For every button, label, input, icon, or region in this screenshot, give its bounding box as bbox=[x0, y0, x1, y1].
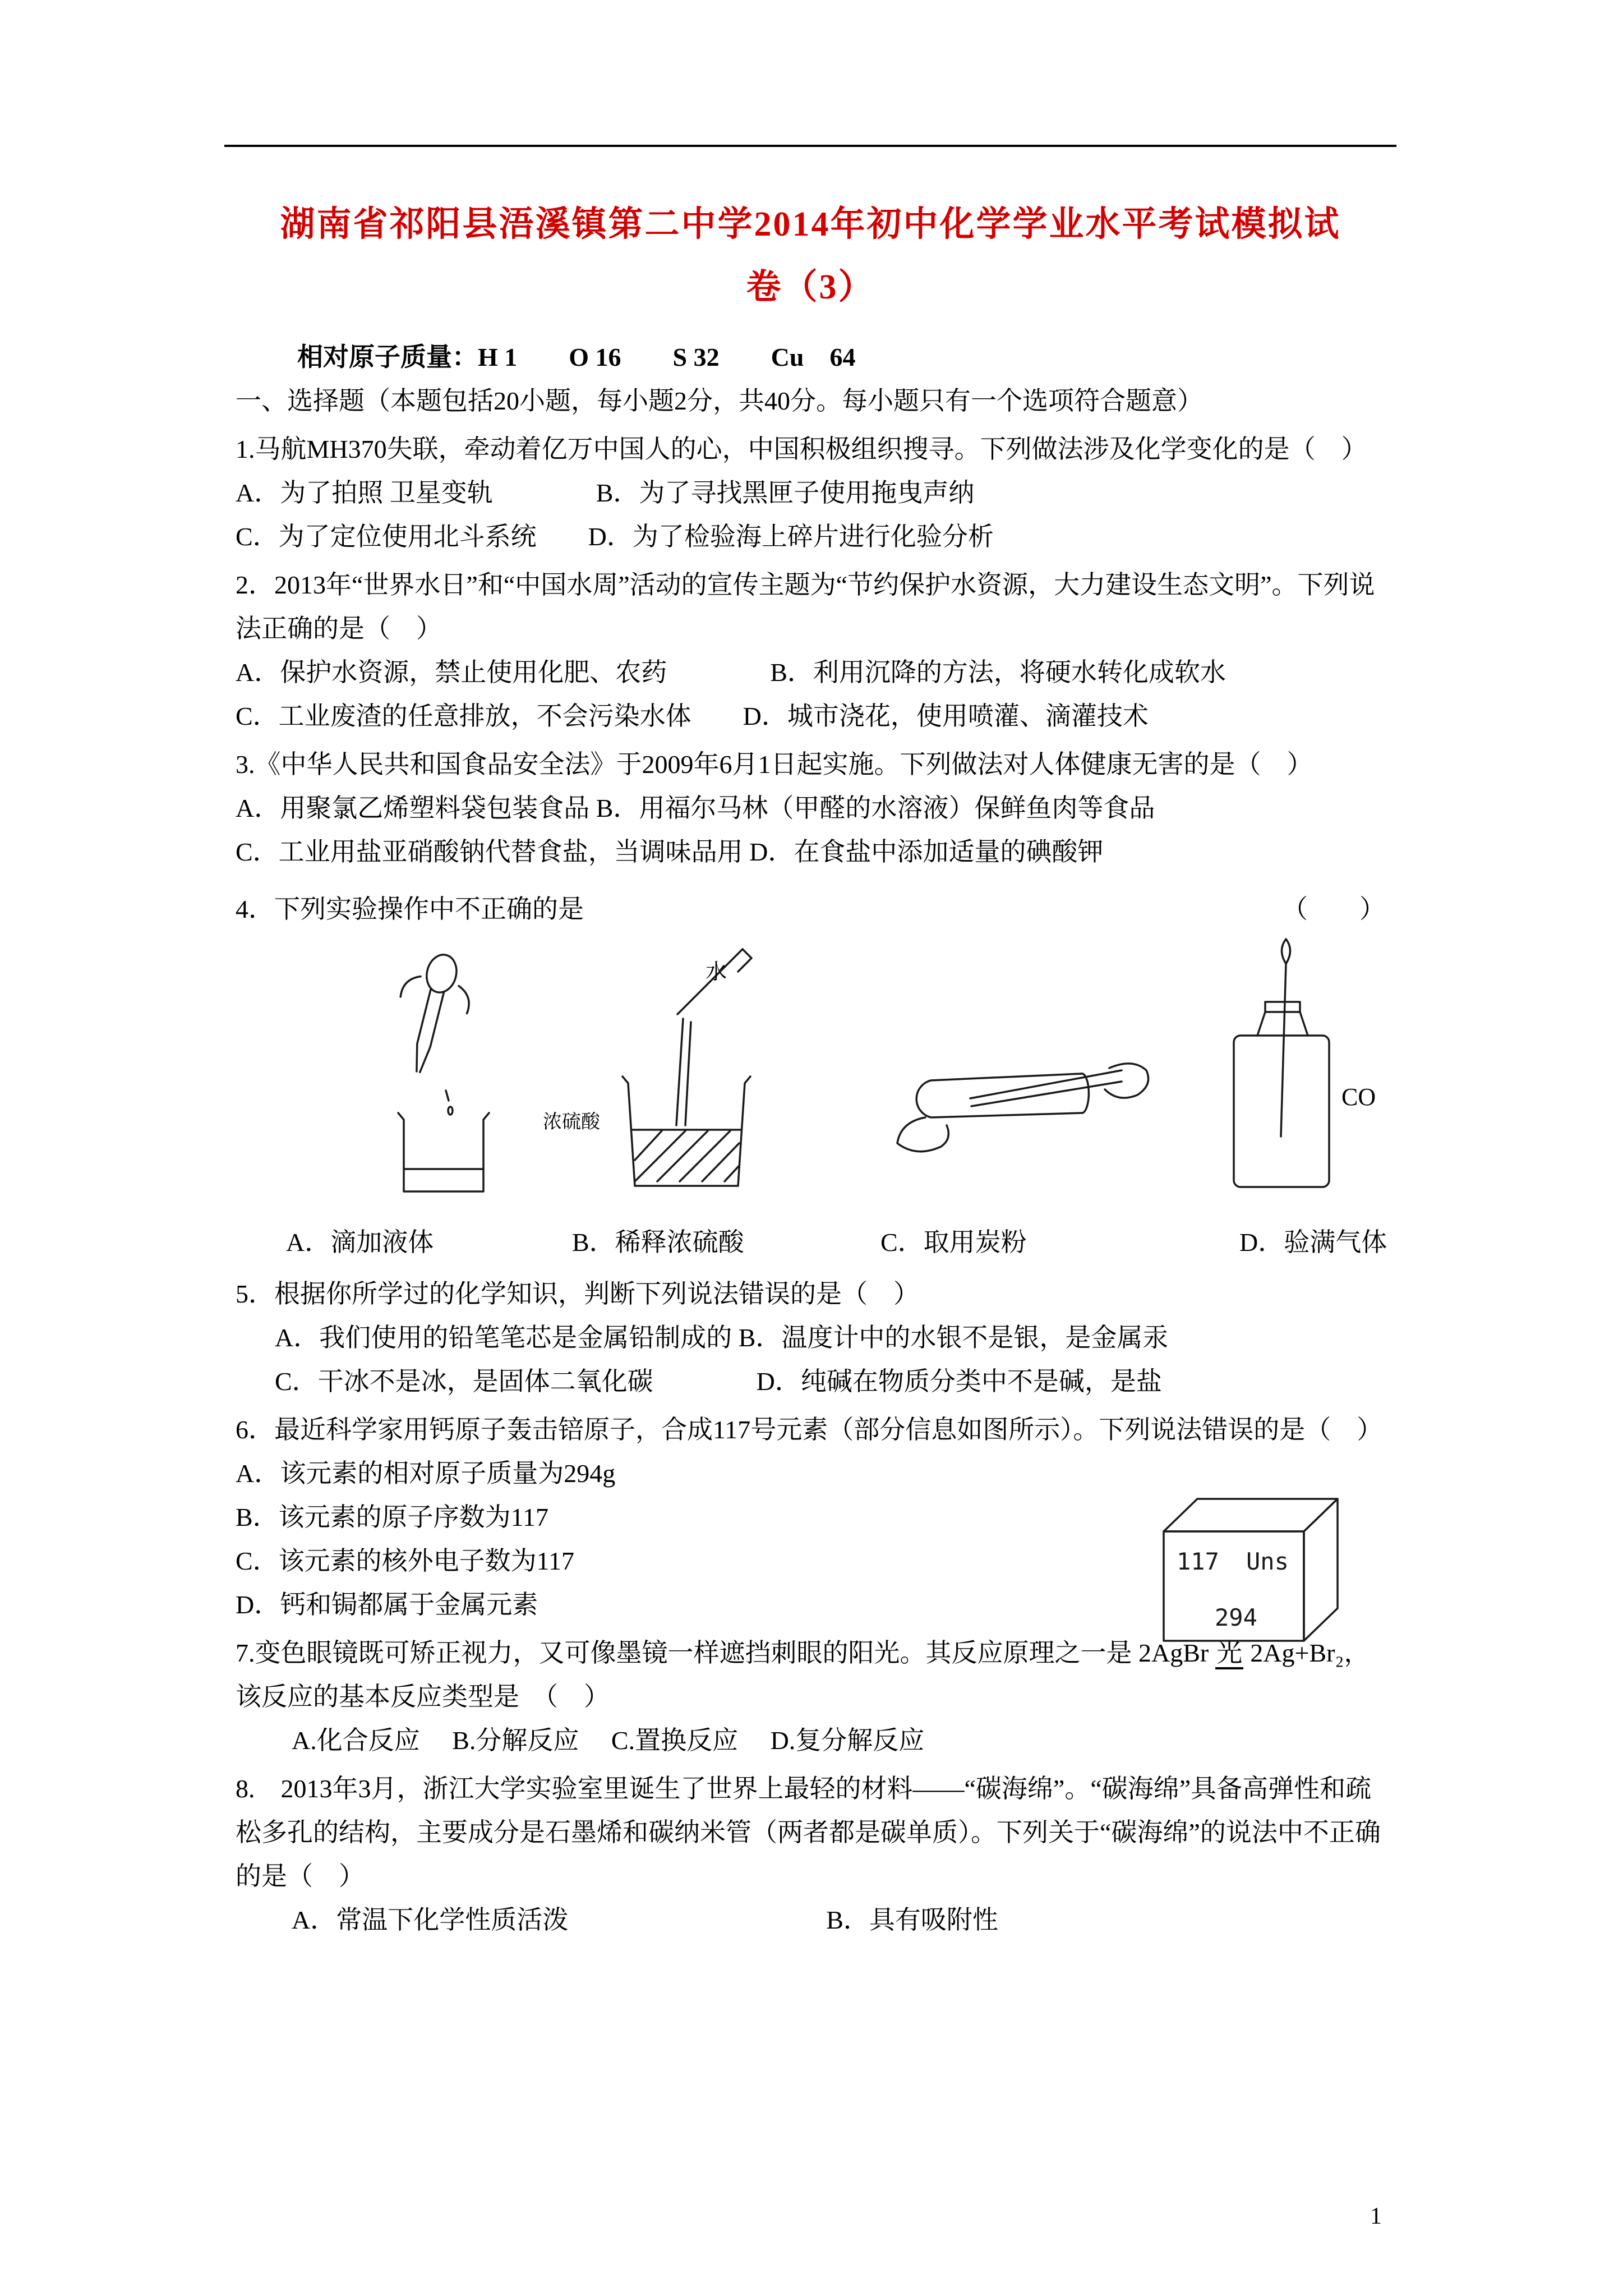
question-2 bbox=[236, 563, 1385, 738]
question-1 bbox=[236, 427, 1385, 559]
q1-options-ab: A．为了拍照 卫星变轨 B．为了寻找黑匣子使用拖曳声纳 bbox=[236, 478, 975, 507]
q7-stem-part1: 7.变色眼镜既可矫正视力，又可像墨镜一样遮挡刺眼的阳光。其反应原理之一是 2AgBr bbox=[236, 1639, 1209, 1667]
q4-caption-row bbox=[236, 1221, 1385, 1268]
atomic-mass-values: H 1 O 16 S 32 Cu 64 bbox=[478, 343, 856, 371]
dropper-icon bbox=[384, 947, 479, 1080]
q4-caption-d: D．验满气体 bbox=[1239, 1228, 1387, 1257]
cube-right-face bbox=[1304, 1499, 1338, 1641]
flame-icon bbox=[1282, 939, 1290, 964]
q4-stem-row bbox=[236, 887, 1385, 931]
q7-stem-part2: 2Ag+Br₂，该反应的基本反应类型是 （ ） bbox=[236, 1639, 1370, 1711]
exam-title-line1: 湖南省祁阳县浯溪镇第二中学2014年初中化学学业水平考试模拟试 bbox=[280, 205, 1341, 243]
header-rule bbox=[224, 145, 1396, 147]
figure-gas-full-test bbox=[1211, 935, 1357, 1204]
q5-options-cd: C．干冰不是冰，是固体二氧化碳 D．纯碱在物质分类中不是碱，是盐 bbox=[275, 1367, 1162, 1396]
q4-caption-b: B．稀释浓硫酸 bbox=[572, 1228, 744, 1257]
q2-options-ab: A．保护水资源，禁止使用化肥、农药 B．利用沉降的方法，将硬水转化成软水 bbox=[236, 658, 1226, 687]
figure-dilute-acid bbox=[550, 940, 808, 1204]
q6-option-b: B．该元素的原子序数为117 bbox=[236, 1503, 548, 1531]
element-mass-number: 294 bbox=[1215, 1604, 1257, 1631]
q4-caption-a: A．滴加液体 bbox=[286, 1228, 434, 1257]
concentrated-acid-label: 浓硫酸 bbox=[543, 1112, 600, 1133]
q8-options: A．常温下化学性质活泼 B．具有吸附性 bbox=[292, 1906, 998, 1934]
left-hand-icon bbox=[897, 1117, 948, 1152]
question-6 bbox=[236, 1408, 1385, 1631]
q6-option-c: C．该元素的核外电子数为117 bbox=[236, 1547, 574, 1575]
q4-stem: 4．下列实验操作中不正确的是 bbox=[236, 895, 584, 923]
exam-title bbox=[236, 193, 1385, 319]
water-label: 水 bbox=[706, 960, 727, 984]
atomic-mass-label: 相对原子质量： bbox=[297, 343, 478, 371]
figure-take-charcoal bbox=[841, 1007, 1166, 1181]
q8-stem: 8. 2013年3月，浙江大学实验室里诞生了世界上最轻的材料——“碳海绵”。“碳海绵”具备高弹性和疏松多孔的结构，主要成分是石墨烯和碳纳米管（两者都是碳单质）。下列关于“碳海绵”的说法中不正确的是（ ） bbox=[236, 1774, 1381, 1890]
q1-options-cd: C．为了定位使用北斗系统 D．为了检验海上碎片进行化验分析 bbox=[236, 522, 994, 551]
atomic-mass-line bbox=[236, 335, 1385, 379]
figure-add-liquid bbox=[320, 946, 533, 1204]
q6-stem: 6．最近科学家用钙原子轰击锫原子，合成117号元素（部分信息如图所示）。下列说法错误的是（ ） bbox=[236, 1415, 1383, 1444]
page-number: 1 bbox=[1370, 2203, 1382, 2229]
cube-top-face bbox=[1164, 1499, 1338, 1531]
q3-stem: 3.《中华人民共和国食品安全法》于2009年6月1日起实施。下列做法对人体健康无害的是（ ） bbox=[236, 750, 1313, 779]
element-atomic-number: 117 bbox=[1177, 1548, 1219, 1575]
question-4 bbox=[236, 887, 1385, 1268]
q5-options-ab: A．我们使用的铅笔笔芯是金属铅制成的 B．温度计中的水银不是银，是金属汞 bbox=[275, 1323, 1169, 1352]
q4-figure-row bbox=[236, 935, 1385, 1221]
q4-caption-c: C．取用炭粉 bbox=[880, 1228, 1027, 1257]
q1-stem: 1.马航MH370失联，牵动着亿万中国人的心，中国积极组织搜寻。下列做法涉及化学变化的是（ ） bbox=[236, 435, 1367, 463]
q7-options: A.化合反应 B.分解反应 C.置换反应 D.复分解反应 bbox=[292, 1726, 925, 1755]
q3-options-ab: A．用聚氯乙烯塑料袋包装食品 B．用福尔马林（甲醛的水溶液）保鲜鱼肉等食品 bbox=[236, 794, 1155, 822]
q4-answer-bracket: （ ） bbox=[1282, 895, 1385, 923]
q3-options-cd: C．工业用盐亚硝酸钠代替食盐，当调味品用 D．在食盐中添加适量的碘酸钾 bbox=[236, 838, 1104, 866]
content-area bbox=[236, 185, 1385, 1942]
question-5 bbox=[236, 1272, 1385, 1404]
q7-light-condition: 光 bbox=[1215, 1639, 1243, 1669]
q5-stem: 5．根据你所学过的化学知识，判断下列说法错误的是（ ） bbox=[236, 1280, 919, 1308]
element-info-cube bbox=[1155, 1492, 1352, 1652]
q6-option-d: D．钙和锔都属于金属元素 bbox=[236, 1590, 538, 1619]
q2-stem: 2．2013年“世界水日”和“中国水周”活动的宣传主题为“节约保护水资源，大力建设生态文明”。下列说法正确的是（ ） bbox=[236, 570, 1375, 643]
section1-heading: 一、选择题（本题包括20小题，每小题2分，共40分。每小题只有一个选项符合题意） bbox=[236, 386, 1203, 415]
question-3 bbox=[236, 743, 1385, 874]
exam-title-line2: 卷（3） bbox=[746, 268, 875, 306]
test-tube-icon bbox=[916, 1074, 1082, 1117]
q6-option-a: A．该元素的相对原子质量为294g bbox=[236, 1459, 616, 1488]
question-8 bbox=[236, 1767, 1385, 1942]
co-gas-label: CO bbox=[1341, 1083, 1376, 1111]
element-symbol: Uns bbox=[1246, 1548, 1289, 1575]
q2-options-cd: C．工业废渣的任意排放，不会污染水体 D．城市浇花，使用喷灌、滴灌技术 bbox=[236, 702, 1149, 730]
right-hand-icon bbox=[1105, 1064, 1149, 1098]
